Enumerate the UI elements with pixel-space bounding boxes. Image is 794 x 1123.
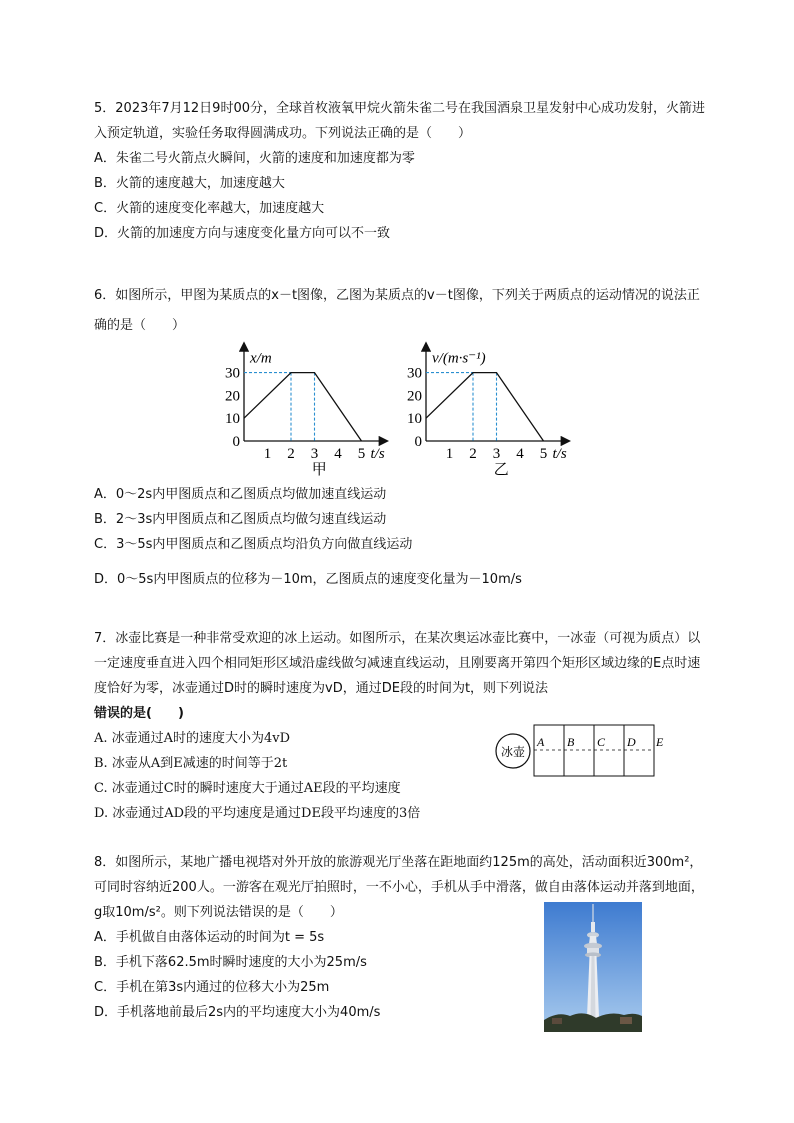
question-8-option-b: B．手机下落62.5m时瞬时速度的大小为25m/s bbox=[94, 955, 367, 970]
y-tick-label: 20 bbox=[225, 388, 240, 405]
x-tick-label: 1 bbox=[445, 446, 454, 462]
question-5-option-d: D．火箭的加速度方向与速度变化量方向可以不一致 bbox=[94, 226, 391, 241]
question-8-option-c: C．手机在第3s内通过的位移大小为25m bbox=[94, 980, 330, 995]
x-tick-label: 4 bbox=[334, 446, 342, 462]
question-6-graphs bbox=[220, 338, 590, 478]
point-a: A bbox=[537, 735, 545, 749]
y-axis-label: v/(m·s⁻¹) bbox=[432, 350, 486, 367]
x-axis-label: t/s bbox=[552, 446, 567, 462]
question-5-stem: 5．2023年7月12日9时00分，全球首枚液氧甲烷火箭朱雀二号在我国酒泉卫星发射中心成功发射，火箭进入预定轨道，实验任务取得圆满成功。下列说法正确的是（ ） bbox=[94, 101, 705, 141]
graph-caption: 甲 bbox=[311, 462, 327, 478]
question-6-options bbox=[94, 482, 706, 592]
x-axis-label: t/s bbox=[370, 446, 385, 462]
question-6-option-c: C．3～5s内甲图质点和乙图质点均沿负方向做直线运动 bbox=[94, 537, 413, 552]
question-7-stem: 7．冰壶比赛是一种非常受欢迎的冰上运动。如图所示，在某次奥运冰壶比赛中，一冰壶（可视为质点）以一定速度垂直进入四个相同矩形区域沿虚线做匀减速直线运动，且刚要离开第四个矩形区域边缘的E点时速度恰好为零，冰壶通过D时的瞬时速度为vD，通过DE段的时间为t，则下列说法 bbox=[94, 631, 701, 696]
y-tick-label: 0 bbox=[232, 434, 240, 450]
x-tick-label: 5 bbox=[357, 446, 366, 462]
x-tick-label: 2 bbox=[469, 446, 477, 462]
curling-label: 冰壶 bbox=[500, 745, 526, 759]
question-6 bbox=[94, 281, 706, 341]
question-8-option-d: D．手机落地前最后2s内的平均速度大小为40m/s bbox=[94, 1005, 381, 1020]
question-5-option-b: B．火箭的速度越大，加速度越大 bbox=[94, 176, 285, 191]
question-5-option-c: C．火箭的速度变化率越大，加速度越大 bbox=[94, 201, 325, 216]
question-7-stem-end: 错误的是( ) bbox=[94, 706, 184, 721]
y-tick-label: 20 bbox=[407, 388, 422, 405]
x-tick-label: 3 bbox=[310, 446, 319, 462]
graph-caption: 乙 bbox=[493, 462, 509, 478]
question-8-stem: 8．如图所示，某地广播电视塔对外开放的旅游观光厅坐落在距地面约125m的高处，活动面积近300m²，可同时容纳近200人。一游客在观光厅拍照时，一不小心，手机从手中滑落，做自由落体运动并落到地面，g取10m/s²。则下列说法错误的是（ ） bbox=[94, 855, 704, 920]
x-tick-label: 2 bbox=[287, 446, 295, 462]
x-tick-label: 4 bbox=[516, 446, 524, 462]
question-6-option-b: B．2～3s内甲图质点和乙图质点均做匀速直线运动 bbox=[94, 512, 387, 527]
x-tick-label: 1 bbox=[263, 446, 272, 462]
question-7-option-d: D. 冰壶通过AD段的平均速度是通过DE段平均速度的3倍 bbox=[94, 806, 421, 821]
y-tick-label: 10 bbox=[407, 411, 422, 428]
point-d: D bbox=[627, 735, 636, 749]
point-e: E bbox=[656, 735, 664, 749]
y-tick-label: 30 bbox=[407, 365, 422, 382]
tv-tower-photo bbox=[544, 902, 642, 1032]
point-c: C bbox=[597, 735, 606, 749]
x-tick-label: 5 bbox=[539, 446, 548, 462]
question-5 bbox=[94, 96, 706, 246]
question-6-option-d: D．0～5s内甲图质点的位移为－10m，乙图质点的速度变化量为－10m/s bbox=[94, 572, 522, 587]
question-6-option-a: A．0～2s内甲图质点和乙图质点均做加速直线运动 bbox=[94, 487, 387, 502]
question-7-option-b: B. 冰壶从A到E减速的时间等于2t bbox=[94, 756, 288, 771]
question-8-option-a: A．手机做自由落体运动的时间为t = 5s bbox=[94, 930, 325, 945]
x-tick-label: 3 bbox=[492, 446, 501, 462]
y-tick-label: 10 bbox=[225, 411, 240, 428]
y-tick-label: 0 bbox=[414, 434, 422, 450]
curling-diagram bbox=[494, 722, 704, 780]
question-7-option-a: A. 冰壶通过A时的速度大小为4vD bbox=[94, 731, 291, 746]
point-b: B bbox=[567, 735, 575, 749]
graph-yi bbox=[407, 347, 567, 478]
y-tick-label: 30 bbox=[225, 365, 240, 382]
question-5-option-a: A．朱雀二号火箭点火瞬间，火箭的速度和加速度都为零 bbox=[94, 151, 415, 166]
data-line bbox=[426, 373, 544, 441]
graph-jia bbox=[225, 347, 385, 478]
question-6-stem: 6．如图所示，甲图为某质点的x－t图像，乙图为某质点的v－t图像，下列关于两质点的运动情况的说法正确的是（ ） bbox=[94, 288, 700, 333]
y-axis-label: x/m bbox=[250, 350, 272, 367]
data-line bbox=[244, 373, 362, 441]
question-7-option-c: C. 冰壶通过C时的瞬时速度大于通过AE段的平均速度 bbox=[94, 781, 401, 796]
